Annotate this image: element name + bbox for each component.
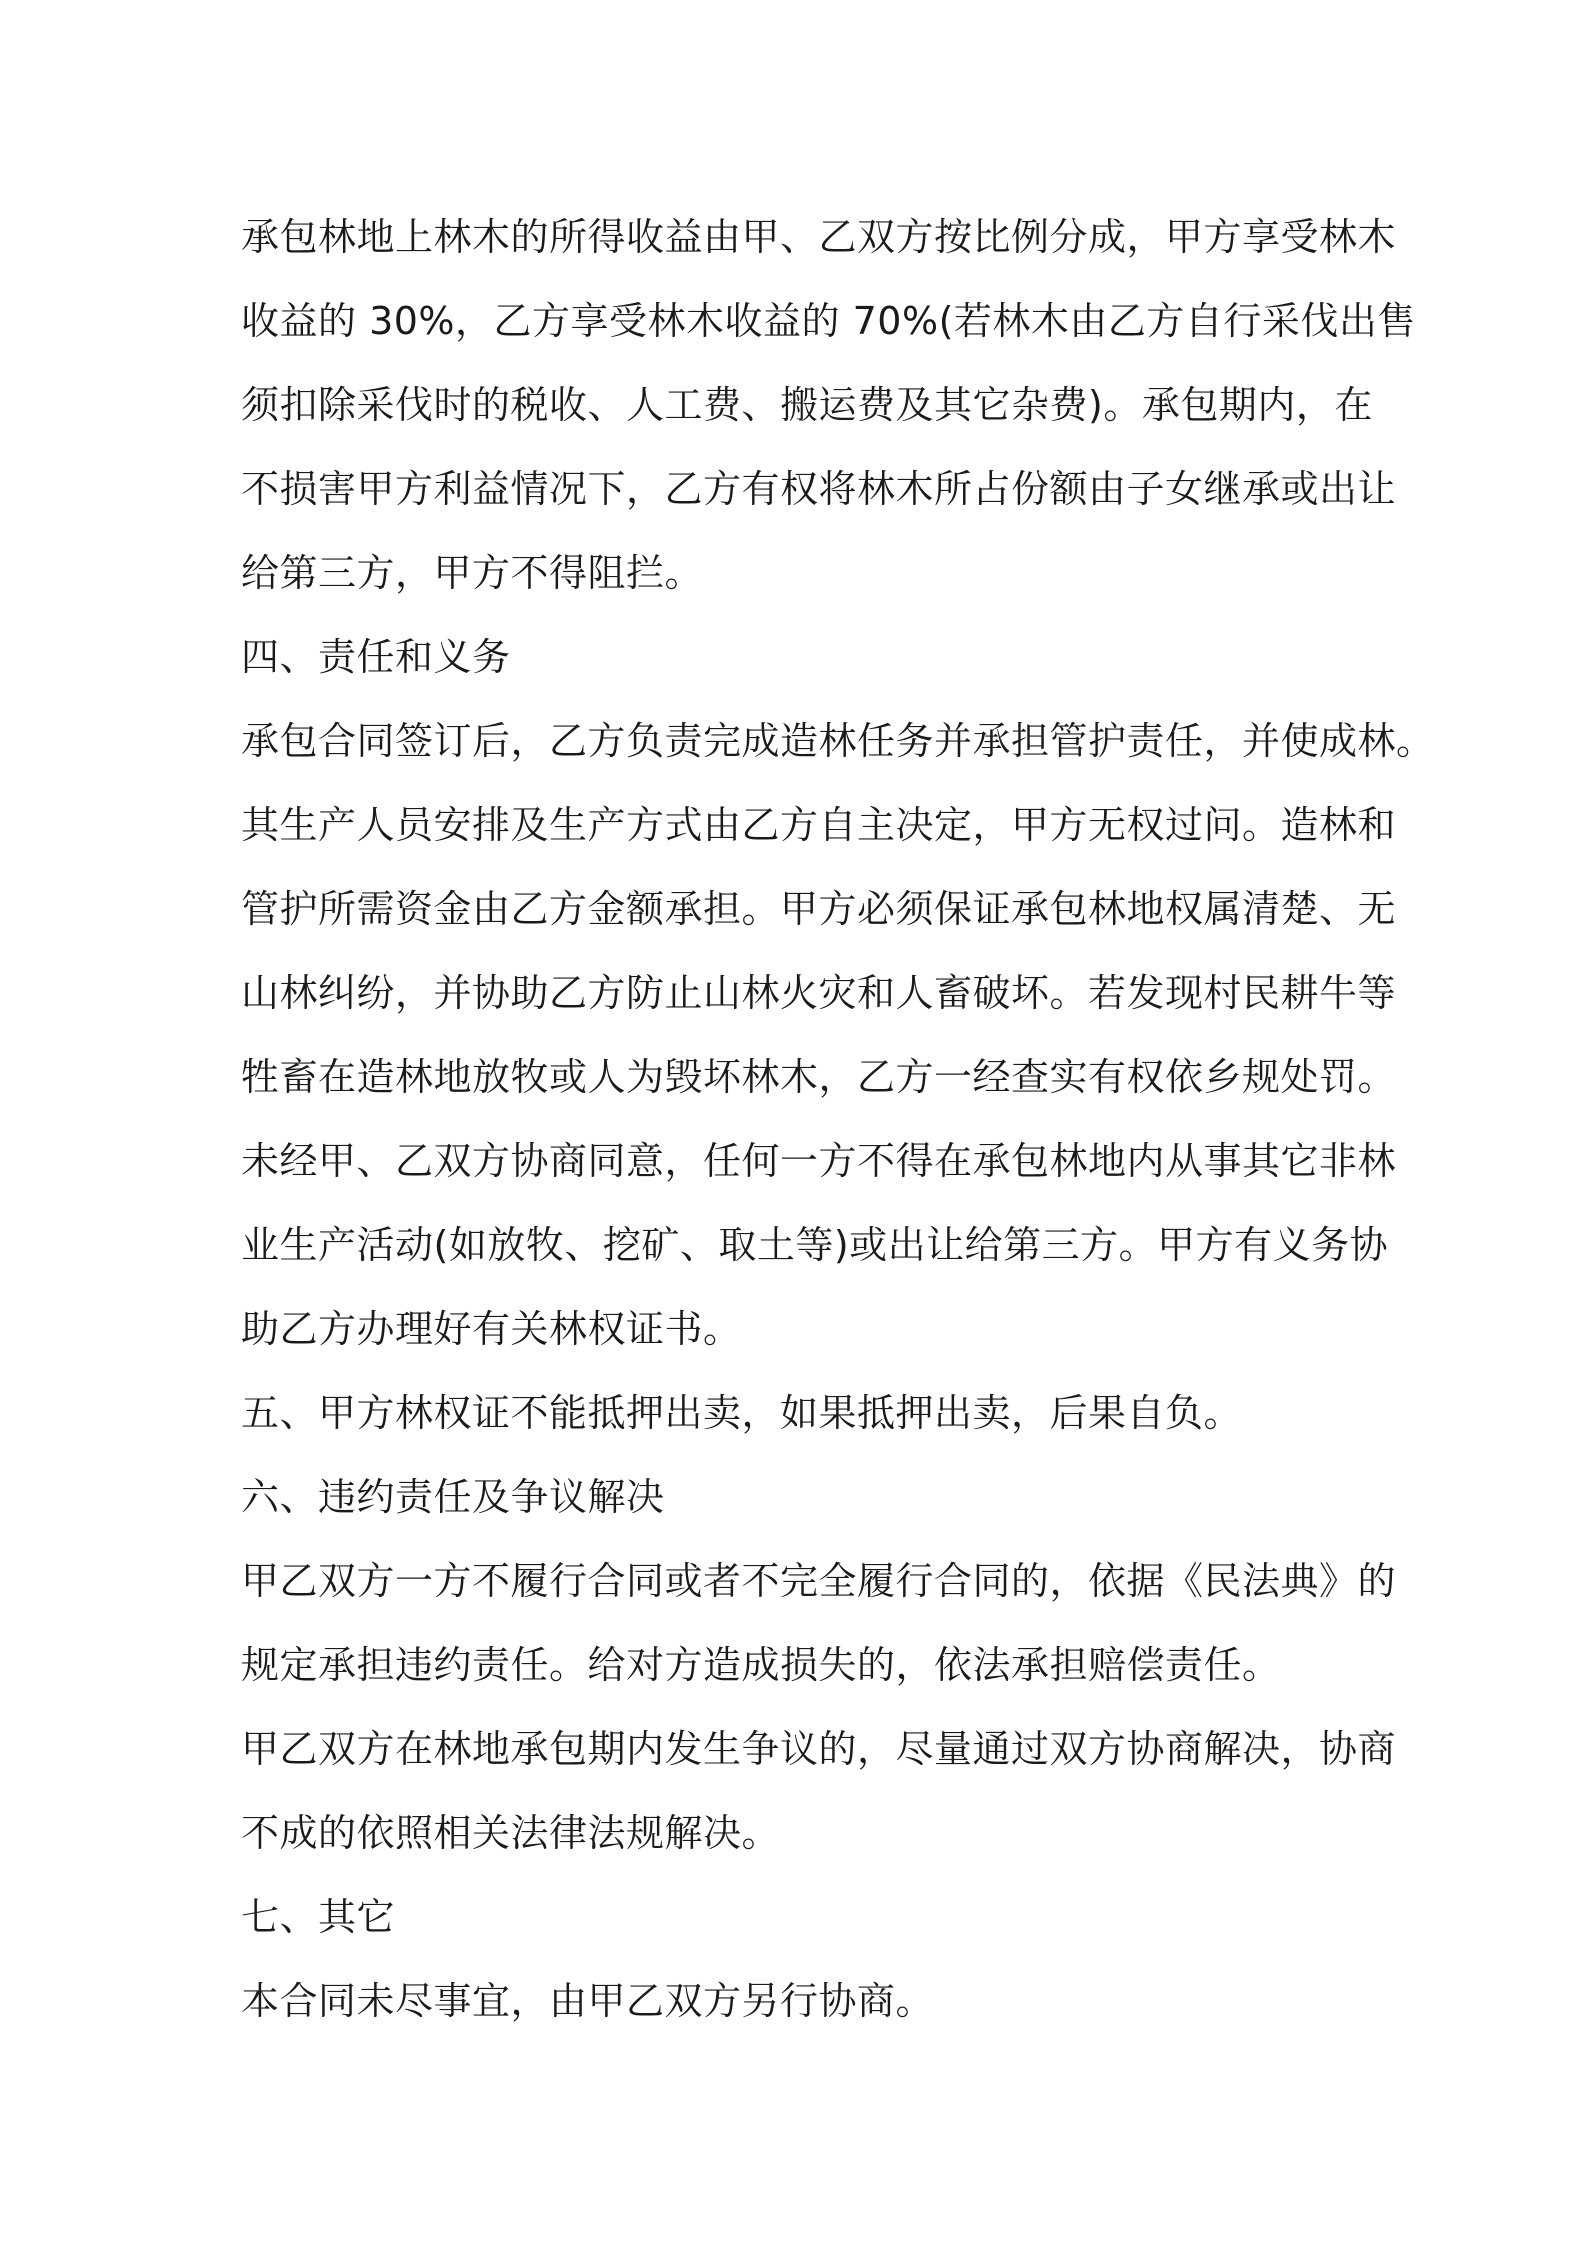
section-heading: 五、甲方林权证不能抵押出卖，如果抵押出卖，后果自负。 (241, 1391, 1243, 1435)
paragraph-line: 规定承担违约责任。给对方造成损失的，依法承担赔偿责任。 (241, 1643, 1281, 1687)
section-heading: 七、其它 (241, 1895, 396, 1939)
paragraph-line: 承包合同签订后，乙方负责完成造林任务并承担管护责任，并使成林。 (241, 719, 1435, 763)
paragraph-line: 业生产活动(如放牧、挖矿、取土等)或出让给第三方。甲方有义务协 (241, 1223, 1389, 1267)
paragraph-line: 甲乙双方在林地承包期内发生争议的，尽量通过双方协商解决，协商 (241, 1727, 1397, 1771)
paragraph-line: 管护所需资金由乙方金额承担。甲方必须保证承包林地权属清楚、无 (241, 887, 1397, 931)
paragraph-line: 本合同未尽事宜，由甲乙双方另行协商。 (241, 1979, 935, 2023)
paragraph-line: 甲乙双方一方不履行合同或者不完全履行合同的，依据《民法典》的 (241, 1559, 1397, 1603)
paragraph-line: 不损害甲方利益情况下，乙方有权将林木所占份额由子女继承或出让 (241, 467, 1397, 511)
paragraph-line: 牲畜在造林地放牧或人为毁坏林木，乙方一经查实有权依乡规处罚。 (241, 1055, 1397, 1099)
paragraph-line: 承包林地上林木的所得收益由甲、乙双方按比例分成，甲方享受林木 (241, 215, 1397, 259)
paragraph-line: 其生产人员安排及生产方式由乙方自主决定，甲方无权过问。造林和 (241, 803, 1397, 847)
section-heading: 六、违约责任及争议解决 (241, 1475, 665, 1519)
paragraph-line: 助乙方办理好有关林权证书。 (241, 1307, 742, 1351)
section-heading: 四、责任和义务 (241, 635, 511, 679)
document-body (241, 195, 1435, 2043)
paragraph-line: 给第三方，甲方不得阻拦。 (241, 551, 704, 595)
paragraph-line: 不成的依照相关法律法规解决。 (241, 1811, 781, 1855)
paragraph-line: 须扣除采伐时的税收、人工费、搬运费及其它杂费)。承包期内，在 (241, 383, 1373, 427)
paragraph-line: 山林纠纷，并协助乙方防止山林火灾和人畜破坏。若发现村民耕牛等 (241, 971, 1397, 1015)
paragraph-line: 收益的 30%，乙方享受林木收益的 70%(若林木由乙方自行采伐出售 (241, 299, 1416, 343)
paragraph-line: 未经甲、乙双方协商同意，任何一方不得在承包林地内从事其它非林 (241, 1139, 1397, 1183)
